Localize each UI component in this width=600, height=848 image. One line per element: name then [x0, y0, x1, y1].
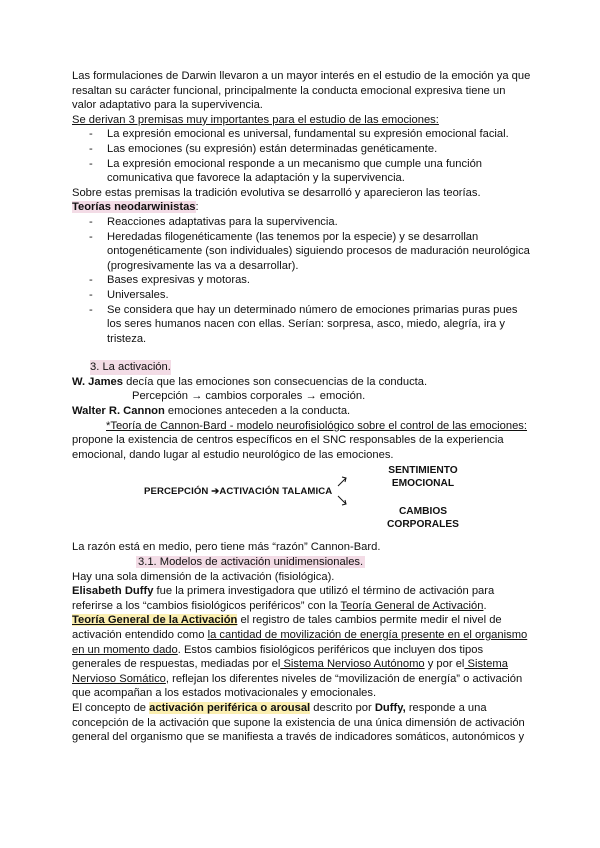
- james-name: W. James: [72, 375, 123, 388]
- cannon-bard-title: *Teoría de Cannon-Bard - modelo neurofisiológico sobre el control de las emociones:: [106, 419, 528, 432]
- teoria-general-link: Teoría General de Activación: [340, 599, 484, 612]
- neodarwinistas-colon: :: [195, 201, 199, 214]
- subsection-3-1-heading: [72, 555, 532, 570]
- duffy-ref: Duffy,: [374, 701, 406, 714]
- list-item: - Heredadas filogenéticamente (las tenemos por la especie) y se desarrollan ontogenéticamente (son individuales) siguiendo procesos de maduración neurológica (progresivamente las va a desarrollar).: [72, 230, 532, 274]
- section-3-heading: [72, 360, 532, 375]
- diagram-arrows-icon: [334, 472, 354, 512]
- neodarwinistas-list: [72, 215, 532, 346]
- section-3-highlight: [90, 360, 171, 375]
- una-sola-paragraph: Hay una sola dimensión de la activación (fisiológica).: [72, 570, 335, 583]
- diagram-sentimiento-line1: SENTIMIENTO: [388, 465, 458, 477]
- list-item: - Se considera que hay un determinado número de emociones primarias puras pues los seres humanos nacen con ellas. Serían: sorpresa, asco, miedo, alegría, ira y tristeza.: [72, 303, 532, 347]
- neodarwinistas-title: Teorías neodarwinistas: [72, 201, 196, 214]
- list-item: - La expresión emocional es universal, fundamental su expresión emocional facial.: [72, 127, 532, 142]
- cannon-bard-diagram: [72, 462, 532, 540]
- tga-text-3: y por el: [424, 658, 465, 671]
- tga-text-4: , reflejan los diferentes niveles de “movilización de energía” o activación que acompañan a los estados motivacionales y emocionales.: [72, 672, 523, 700]
- diagram-cambios-line1: CAMBIOS: [398, 506, 448, 518]
- list-item: - Bases expresivas y motoras.: [72, 273, 532, 288]
- list-item: - Universales.: [72, 288, 532, 303]
- concepto-paragraph: [72, 701, 532, 745]
- duffy-name: Elisabeth Duffy: [72, 585, 154, 598]
- tga-paragraph: [72, 613, 532, 701]
- diagram-cambios-label: [383, 506, 463, 531]
- razon-paragraph: La razón está en medio, pero tiene más “razón” Cannon-Bard.: [72, 541, 381, 554]
- list-item: - La expresión emocional responde a un mecanismo que cumple una función comunicativa que favorece la adaptación y la supervivencia.: [72, 157, 532, 186]
- subsection-3-1-title: 3.1. Modelos de activación unidimensionales.: [138, 556, 364, 569]
- concepto-text-3: responde a una concepción de la activación que supone la existencia de una única dimensión de activación general del organismo que se manifiesta a través de indicadores somáticos, autonómicos y: [72, 701, 525, 744]
- diagram-sentimiento-label: [383, 465, 463, 490]
- concepto-text-2: descrito por: [310, 701, 375, 714]
- document-body: [72, 69, 532, 745]
- james-paragraph: [72, 375, 532, 390]
- tga-text-2: . Estos cambios fisiológicos periféricos que incluyen dos tipos generales de respuestas, mediadas por el: [72, 643, 484, 671]
- tga-title: Teoría General de la Activación: [72, 614, 238, 627]
- james-flow: Percepción → cambios corporales → emoción.: [132, 390, 366, 403]
- diagram-sentimiento-line2: EMOCIONAL: [391, 477, 455, 489]
- section-3-title: La activación.: [102, 361, 171, 374]
- cannon-text: emociones anteceden a la conducta.: [164, 405, 351, 418]
- section-3-number: 3.: [90, 361, 100, 374]
- duffy-paragraph: [72, 584, 532, 613]
- cannon-name: Walter R. Cannon: [72, 405, 165, 418]
- neodarwinistas-heading: [72, 200, 532, 215]
- cannon-bard-paragraph: [72, 419, 532, 463]
- sna-term: Sistema Nervioso Autónomo: [280, 658, 425, 671]
- cannon-bard-text: propone la existencia de centros específicos en el SNC responsables de la experiencia emocional, dando lugar al estudio neurológico de las emociones.: [72, 434, 504, 461]
- intro-paragraph: Las formulaciones de Darwin llevaron a un mayor interés en el estudio de la emoción ya que resaltan su carácter funcional, principalmente la conducta emocional expresiva tiene un valor adaptativo para la supervivencia.: [72, 70, 531, 112]
- premisas-list: [72, 127, 532, 185]
- duffy-period: .: [483, 599, 487, 612]
- spacer: [72, 346, 532, 360]
- list-item: - Reacciones adaptativas para la supervivencia.: [72, 215, 532, 230]
- sns-term: Sistema Nervioso Somático: [72, 658, 508, 685]
- tga-text-1: el registro de tales cambios permite medir el nivel de activación entendido como: [72, 614, 502, 641]
- concepto-text-1: El concepto de: [72, 701, 150, 714]
- duffy-text: fue la primera investigadora que utilizó el término de activación para referirse a los “cambios fisiológicos periféricos” con la: [72, 585, 495, 612]
- arousal-term: activación periférica o arousal: [149, 701, 311, 714]
- cannon-paragraph: [72, 404, 532, 419]
- james-text: decía que las emociones son consecuencias de la conducta.: [123, 375, 428, 388]
- diagram-percepcion-label: PERCEPCIÓN ➔ACTIVACIÓN TALAMICA: [144, 486, 333, 498]
- sobre-estas-paragraph: Sobre estas premisas la tradición evolutiva se desarrolló y aparecieron las teorías.: [72, 186, 481, 199]
- premisas-heading: Se derivan 3 premisas muy importantes para el estudio de las emociones:: [72, 113, 439, 126]
- tga-definition: la cantidad de movilización de energía presente en el organismo en un momento dado: [72, 629, 528, 656]
- list-item: - Las emociones (su expresión) están determinadas genéticamente.: [72, 142, 532, 157]
- diagram-cambios-line2: CORPORALES: [387, 518, 459, 530]
